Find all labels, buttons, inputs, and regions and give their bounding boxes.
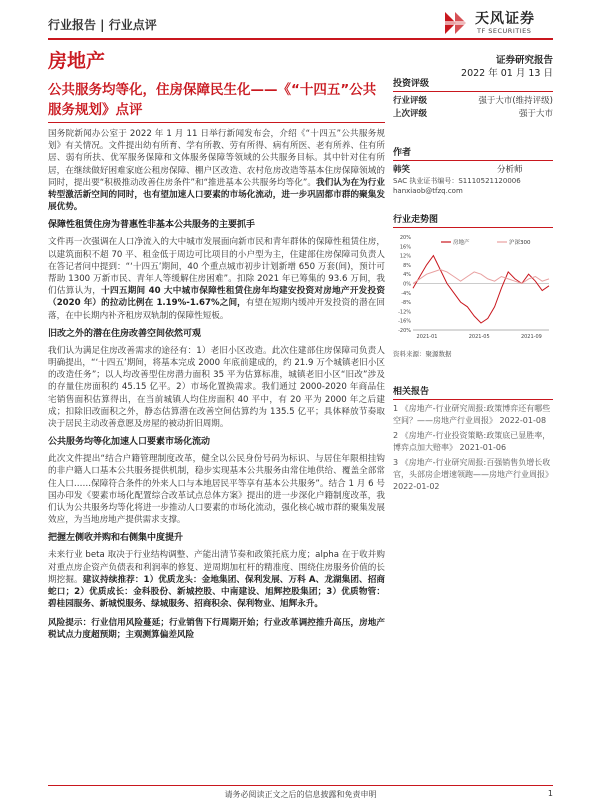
company-logo	[441, 8, 553, 42]
y-tick-label: 8%	[403, 262, 411, 269]
report-body	[48, 128, 385, 647]
trend-chart	[393, 231, 553, 346]
rating-value: 强于大市(维持评级)	[478, 96, 553, 106]
breadcrumb: 行业报告 | 行业点评	[48, 18, 157, 32]
paragraph-emphasis: 建议持续推荐：1）优质龙头：金地集团、保利发展、万科 A、龙湖集团、招商蛇口；2）优质成长：金科股份、新城控股、中南建设、旭辉控股集团；3）优质物管：碧桂园服务、新城悦服务、绿城服务、招商积余、保利物业、旭辉永升。	[48, 574, 385, 610]
previous-rating-label: 上次评级	[393, 109, 428, 119]
section-title: 把握左侧收并购和右侧集中度提升	[48, 533, 184, 544]
x-tick-label: 2021-09	[520, 334, 542, 340]
body-paragraph	[48, 453, 385, 526]
y-tick-label: 20%	[399, 235, 411, 241]
x-tick-label: 2021-05	[468, 334, 490, 340]
x-tick-label: 2021-01	[416, 334, 438, 340]
body-paragraph	[48, 128, 385, 213]
report-date: 2022 年 01 月 13 日	[461, 68, 553, 79]
y-tick-label: -16%	[398, 318, 411, 325]
rating-label: 行业评级	[393, 96, 428, 106]
y-tick-label: 16%	[399, 244, 411, 251]
author-email[interactable]: hanxiaob@tfzq.com	[393, 187, 463, 195]
trend-chart-title: 行业走势图	[393, 212, 553, 228]
report-headline: 公共服务均等化，住房保障民生化——《“十四五”公共服务规划》点评	[48, 82, 377, 118]
previous-rating-row	[393, 108, 553, 121]
paragraph-text: 此次文件提出“结合户籍管理制度改革，健全以公民身份号码为标识、与居住年限相挂钩的非户籍人口基本公共服务提供机制，稳步实现基本公共服务由常住地供给、覆盖全部常住人口……保障符合条件的外来人口与本地居民平等享有基本公共服务”。结合 1 月 6 号国办印发《要素市场化配置综合改革试点总体方案》提出的进一步深化户籍制度改革，我们认为公共服务均等化将进一步推动人口要素的市场化流动，强化核心城市群的聚集发展效应，为当地房地产提供需求支撑。	[48, 454, 385, 526]
related-list	[393, 403, 553, 493]
author-role: 分析师	[497, 165, 523, 175]
paragraph-emphasis: 十四五期间 40 大中城市保障性租赁住房年均建安投资对房地产开发投资（2020 年）的拉动比例在 1.19%-1.67%之间，	[48, 286, 385, 309]
related-report-item[interactable]: 1 《房地产-行业研究周报:政策博弈还有哪些空间？——房地产行业周报》 2022-01-08	[393, 404, 551, 425]
headline-divider	[48, 122, 385, 123]
legend-label: 沪深300	[509, 240, 531, 246]
legend-label: 房地产	[453, 240, 470, 246]
author-block	[393, 145, 553, 196]
body-paragraph	[48, 236, 385, 321]
paragraph-text: 未来行业 beta 取决于行业结构调整、产能出清节奏和政策托底力度；alpha 在于收并购对重点房企资产负债表和利润率的修复、逆周期加杠杆的精准度、围绕住房服务价值的长期挖掘。	[48, 550, 385, 585]
paragraph-text: 我们认为满足住房改善需求的途径有：1）老旧小区改造。此次住建部住房保障司负责人明确提出，“‘十四五’期间，将基本完成 2000 年底前建成的，约 21.9 万个城镇老旧小区的改造任务”；以人均改善型住房潜力面积 35 平为估算标准，城镇老旧小区“旧改”涉及的存量住房面积约 45.15 亿平。2）市场化置换需求。我们通过 2000-2020 年商品住宅销售面积估算得出，在当前城镇人均住房面积 40 平中，有 20 平为 2000 年之后建成；扣除旧改面积之外，静态估算潜在改善空间估算约为 135.5 亿平；具体释放节奏取决于居民主动改善意愿及房屋的被动折旧周期。	[48, 345, 385, 430]
series-line-0	[413, 256, 549, 323]
body-paragraph	[48, 549, 385, 610]
y-tick-label: -8%	[401, 300, 411, 307]
related-report-item[interactable]: 3 《房地产-行业研究周报:百强销售负增长收官，头部房企增速领跑——房地产行业周报》 2022-01-02	[393, 458, 553, 491]
paragraph-emphasis: 我们认为在为行业转型激活新空间的同时，也有望加速人口要素的市场化流动，进一步巩固都市群的聚集发展优势。	[48, 177, 385, 213]
body-paragraph	[48, 345, 385, 430]
related-reports	[393, 384, 553, 493]
series-line-1	[413, 270, 549, 284]
rating-title: 投资评级	[393, 76, 553, 92]
y-tick-label: -4%	[401, 290, 411, 297]
body-paragraph	[48, 617, 385, 641]
y-tick-label: -12%	[398, 309, 411, 316]
footer-divider	[48, 785, 553, 786]
related-title: 相关报告	[393, 384, 553, 400]
author-row	[393, 164, 553, 176]
y-tick-label: 12%	[399, 253, 411, 260]
y-tick-label: 0%	[403, 281, 411, 288]
report-type: 证券研究报告	[495, 55, 553, 66]
author-title: 作者	[393, 145, 553, 161]
chart-source: 资料来源：聚源数据	[393, 350, 452, 358]
footer-disclaimer: 请务必阅读正文之后的信息披露和免责申明	[224, 790, 377, 799]
author-license: SAC 执业证书编号：S1110521120006	[393, 177, 521, 185]
section-title: 保障性租赁住房为普惠性非基本公共服务的主要抓手	[48, 220, 256, 231]
y-tick-label: -20%	[398, 328, 411, 334]
trend-chart-block	[393, 212, 553, 358]
related-report-item[interactable]: 2 《房地产-行业投资策略:政策底已显胜率，博弈点加大赔率》 2021-01-06	[393, 431, 551, 452]
author-name: 韩笑	[393, 165, 411, 175]
page-number: 1	[547, 789, 553, 798]
header-divider	[48, 38, 553, 40]
tf-logo-icon	[441, 8, 471, 38]
section-title: 公共服务均等化加速人口要素市场化流动	[48, 437, 211, 448]
logo-cn-text: 天风证券	[475, 11, 535, 27]
paragraph-text: 国务院新闻办公室于 2022 年 1 月 11 日举行新闻发布会，介绍《“十四五”公共服务规划》有关情况。文件提出幼有所育、学有所教、劳有所得、病有所医、老有所养、住有所居、弱有所扶、优军服务保障和文体服务保障等领域的公共服务目标。其中针对住有所居，在继续做好困难家庭公租房保障、棚户区改造、农村危房改造等基本住房保障领域的同时，提出要“积极推动改善住房条件”和“推进基本公共服务均等化”。	[48, 129, 385, 188]
trend-chart-svg	[393, 231, 553, 346]
sector-title: 房地产	[48, 50, 106, 72]
paragraph-text: 文件再一次强调在人口净流入的大中城市发展面向新市民和青年群体的保障性租赁住房，以建筑面积不超 70 平、租金低于周边可比项目的小户型为主，住建部住房保障司负责人在答记者问中提到：“‘十四五’期间，40 个重点城市初步计划新增 650 万套(间)，预计可帮助 1300 万新市民、青年人等缓解住房困难”。扣除 2021 年已筹集的 93.6 万间，我们估算认为，	[48, 237, 385, 297]
report-header	[48, 12, 553, 38]
paragraph-text: 有望在短期内缓冲开发投资的潜在回落，在中长期内补齐租房双轨制的保障性短板。	[48, 298, 385, 321]
sidebar	[393, 76, 553, 496]
y-tick-label: 4%	[403, 272, 411, 279]
previous-rating-value: 强于大市	[518, 109, 553, 119]
logo-en-text: TF SECURITIES	[477, 27, 532, 35]
industry-rating-row	[393, 95, 553, 108]
section-title: 旧改之外的潜在住房改善空间依然可观	[48, 328, 202, 339]
paragraph-emphasis: 风险提示：行业信用风险蔓延；行业销售下行周期开始；行业改革调控推升高压，房地产税试点力度超预期；主观测算偏差风险	[48, 617, 385, 640]
